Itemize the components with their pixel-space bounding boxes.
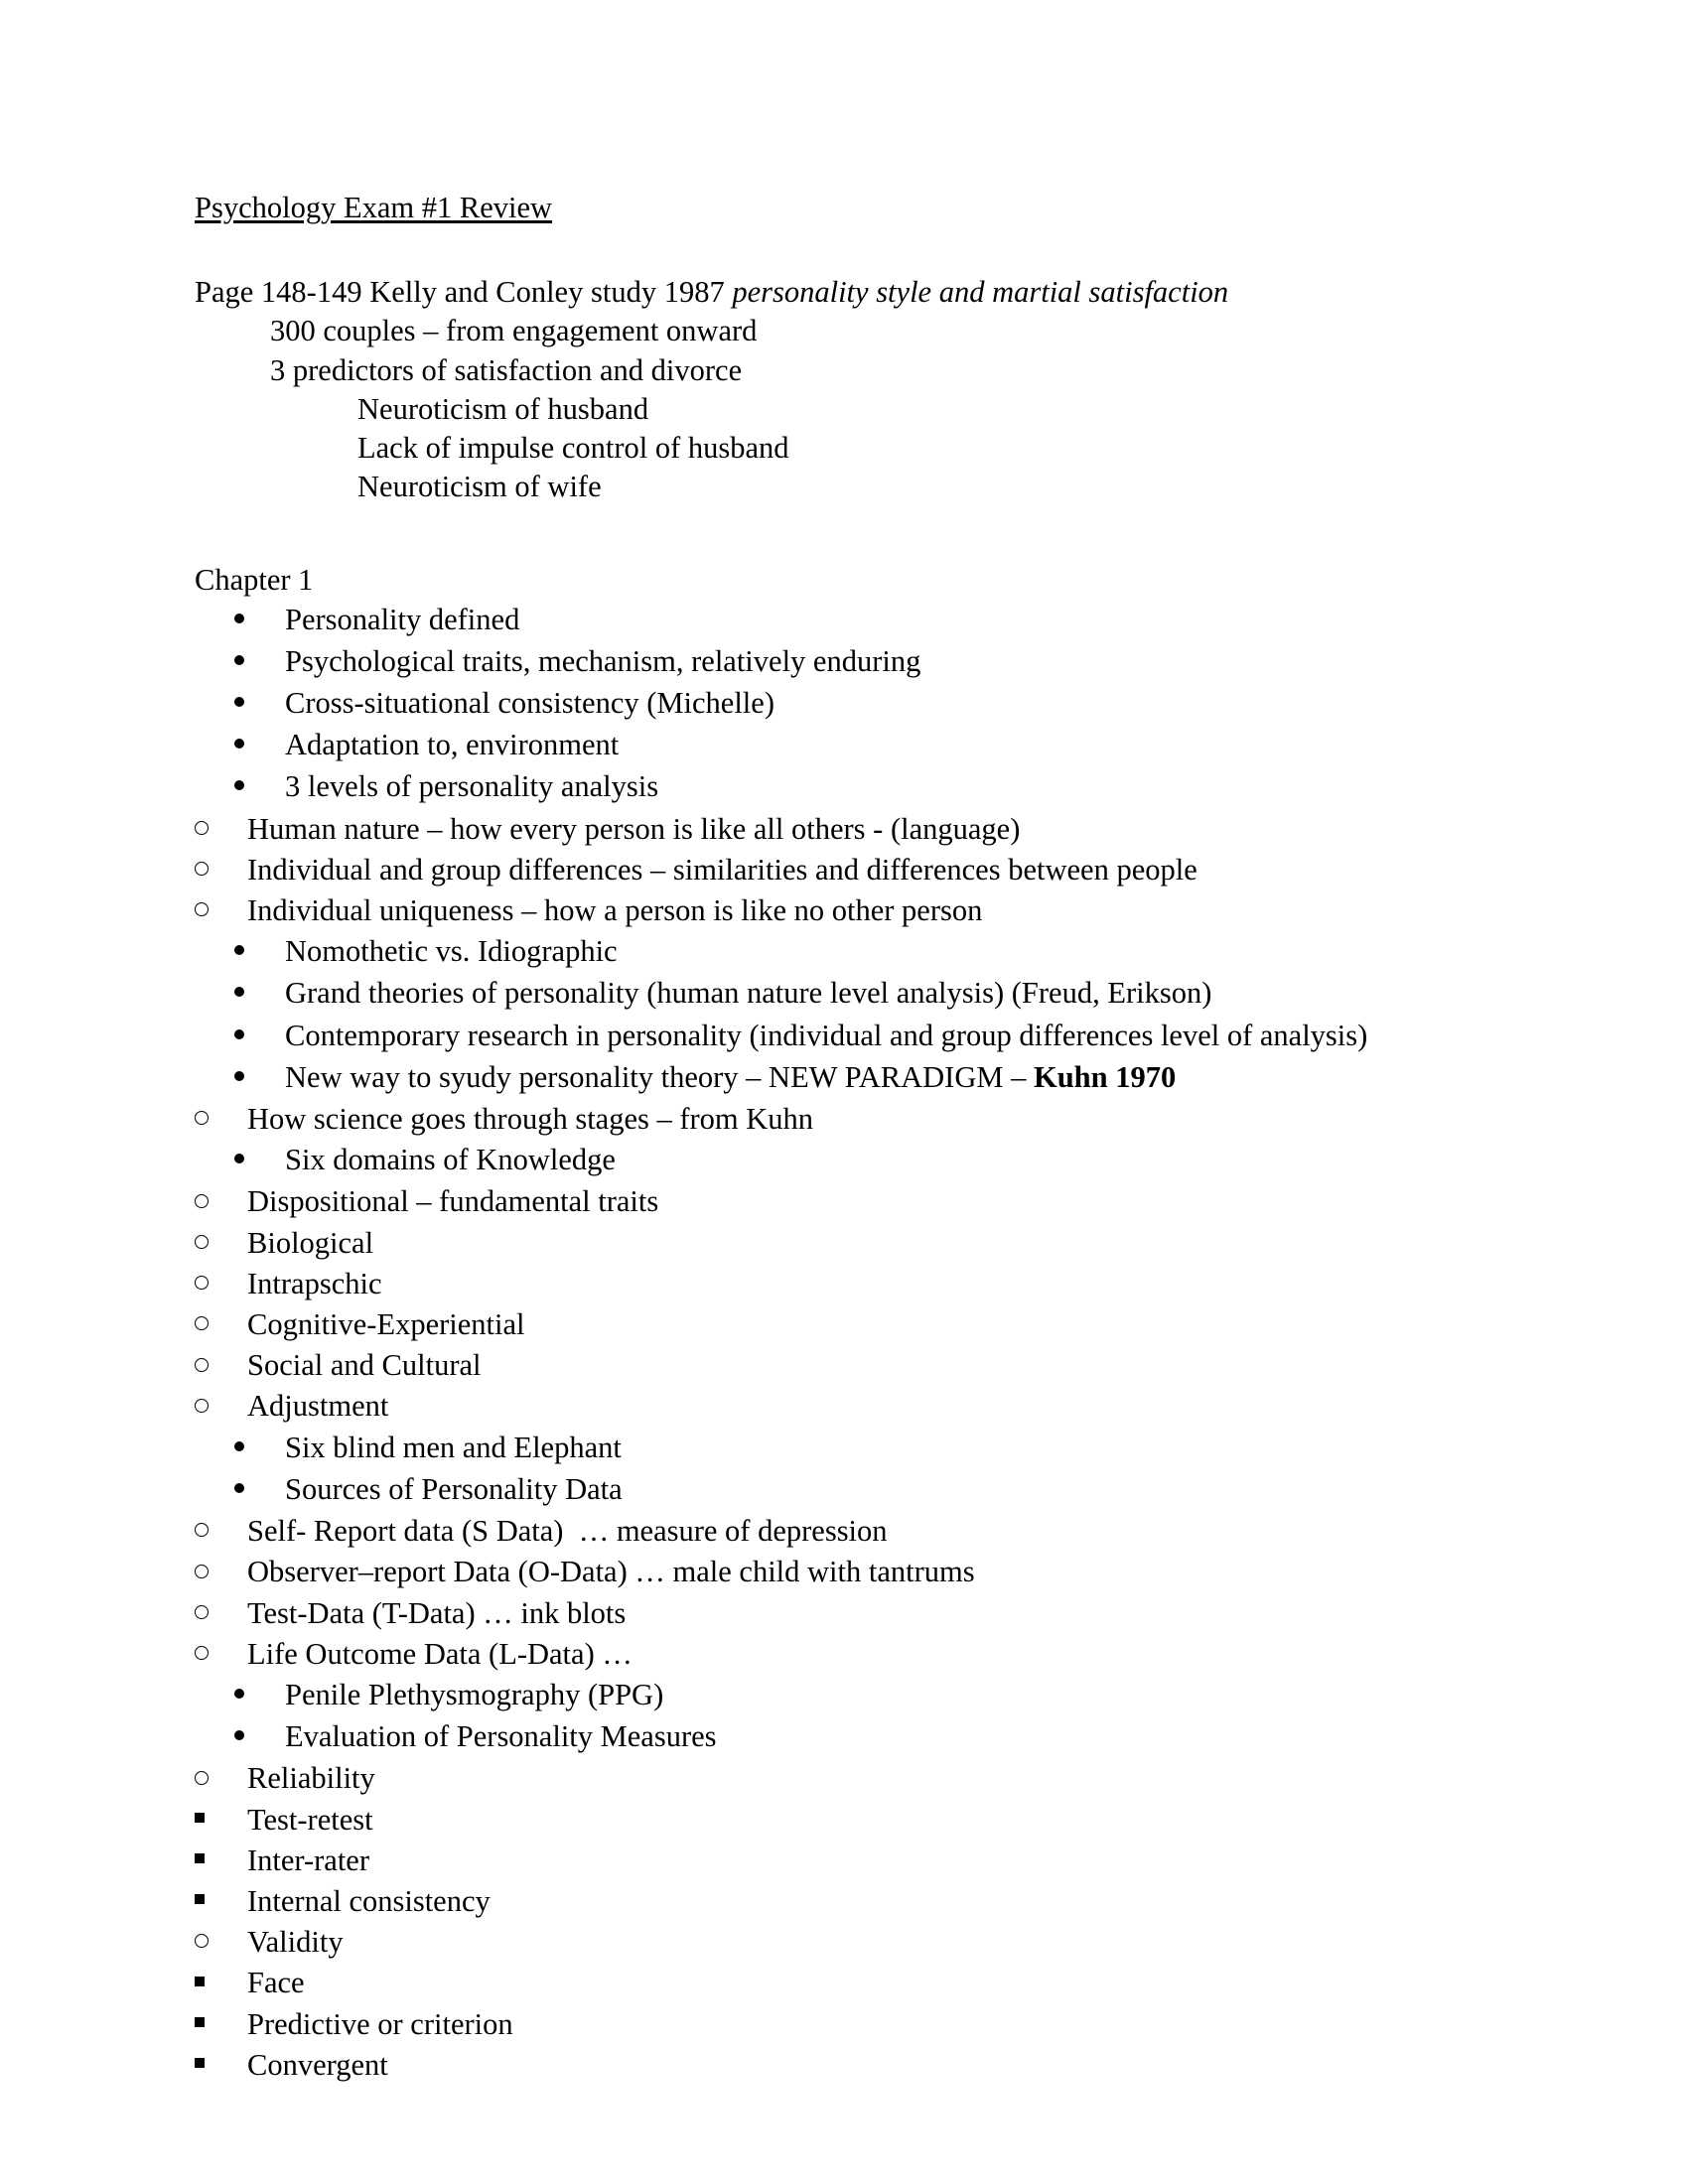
hollow-circle-bullet-icon [195, 902, 209, 916]
list-item [195, 1553, 1476, 1593]
hollow-circle-bullet-icon [195, 821, 209, 835]
filled-disc-bullet-icon [234, 945, 244, 955]
list-item [195, 1265, 1476, 1305]
list-item [195, 642, 1476, 684]
list-item [195, 1141, 1476, 1428]
list-item-label: Grand theories of personality (human nature level analysis) (Freud, Erikson) [285, 976, 1212, 1011]
hollow-circle-bullet-icon [195, 1276, 209, 1290]
filled-square-bullet-icon [195, 1894, 205, 1904]
filled-disc-bullet-icon [234, 1029, 244, 1039]
document-body [195, 189, 1476, 2087]
filled-disc-bullet-marker [234, 643, 285, 682]
list-item-row [195, 891, 1476, 932]
intro-citation-italic: personality style and martial satisfaction [732, 275, 1229, 310]
intro-line-neuroticism-husband: Neuroticism of husband [357, 391, 649, 426]
filled-disc-bullet-icon [234, 1483, 244, 1493]
hollow-circle-bullet-marker [195, 810, 247, 849]
filled-disc-bullet-marker [234, 1471, 285, 1510]
filled-disc-bullet-icon [234, 697, 244, 707]
hollow-circle-bullet-icon [195, 1399, 209, 1413]
outline-level-2 [195, 1759, 1476, 2087]
list-item-label: Life Outcome Data (L-Data) … [247, 1636, 633, 1671]
list-item-label: Six domains of Knowledge [285, 1143, 616, 1177]
list-item-row [195, 1182, 1476, 1223]
list-item-row [195, 1676, 1476, 1717]
hollow-circle-bullet-icon [195, 1235, 209, 1249]
filled-square-bullet-marker [195, 2005, 247, 2044]
list-item [195, 767, 1476, 932]
list-item [195, 1017, 1476, 1058]
list-item-label: Self- Report data (S Data) … measure of depression [247, 1514, 888, 1549]
hollow-circle-bullet-icon [195, 1358, 209, 1372]
list-item-label: Adaptation to, environment [285, 728, 620, 762]
filled-disc-bullet-marker [234, 768, 285, 807]
list-item-row [195, 1058, 1476, 1100]
hollow-circle-bullet-icon [195, 1111, 209, 1125]
list-item [195, 1224, 1476, 1265]
list-item-label: How science goes through stages – from Kuhn [247, 1102, 814, 1137]
list-item-label: Human nature – how every person is like all others - (language) [247, 811, 1021, 846]
list-item [195, 1842, 1476, 1882]
list-item-label: Evaluation of Personality Measures [285, 1719, 717, 1754]
filled-disc-bullet-marker [234, 1142, 285, 1180]
hollow-circle-bullet-icon [195, 862, 209, 876]
list-item-row [195, 642, 1476, 684]
list-item-label: Sources of Personality Data [285, 1471, 623, 1506]
list-item-row [195, 974, 1476, 1016]
list-item [195, 1676, 1476, 1717]
outline-list [195, 601, 1476, 2087]
hollow-circle-bullet-marker [195, 1923, 247, 1962]
hollow-circle-bullet-marker [195, 1594, 247, 1633]
list-item [195, 1635, 1476, 1676]
list-item-label-plain: New way to syudy personality theory – NEW PARADIGM – [285, 1059, 1034, 1094]
list-item-row [195, 1470, 1476, 1512]
list-item-label [285, 1058, 1476, 1097]
filled-disc-bullet-marker [234, 1018, 285, 1056]
intro-line-neuroticism-wife: Neuroticism of wife [357, 470, 602, 504]
list-item-row [195, 1842, 1476, 1882]
intro-line-impulse-control: Lack of impulse control of husband [357, 431, 789, 466]
filled-square-bullet-marker [195, 2046, 247, 2085]
hollow-circle-bullet-marker [195, 1265, 247, 1303]
list-item-label: 3 levels of personality analysis [285, 769, 659, 804]
outline-level-2 [195, 810, 1476, 933]
list-item [195, 1100, 1476, 1141]
hollow-circle-bullet-marker [195, 1759, 247, 1798]
list-item [195, 2005, 1476, 2046]
hollow-circle-bullet-marker [195, 1182, 247, 1221]
list-item-label: Validity [247, 1925, 344, 1960]
list-item-row [195, 1635, 1476, 1676]
outline-level-2 [195, 1100, 1476, 1141]
list-item [195, 810, 1476, 851]
intro-line-predictors: 3 predictors of satisfaction and divorce [270, 352, 743, 387]
list-item-row [195, 1717, 1476, 1759]
filled-disc-bullet-marker [234, 685, 285, 724]
list-item-row [195, 1553, 1476, 1593]
filled-square-bullet-icon [195, 1853, 205, 1863]
list-item [195, 1759, 1476, 1923]
chapter-heading: Chapter 1 [195, 563, 314, 598]
filled-disc-bullet-marker [234, 602, 285, 640]
list-item-label: Face [247, 1966, 305, 2000]
intro-citation-plain: Page 148-149 Kelly and Conley study 1987 [195, 275, 733, 310]
list-item-label: Test-retest [247, 1802, 373, 1837]
page-title [195, 189, 1476, 227]
hollow-circle-bullet-marker [195, 1512, 247, 1551]
outline-level-2 [195, 1182, 1476, 1428]
list-item-row [195, 1224, 1476, 1265]
list-item-label: Cross-situational consistency (Michelle) [285, 686, 774, 721]
list-item-label: Social and Cultural [247, 1348, 482, 1383]
list-item [195, 1346, 1476, 1387]
outline-level-3 [195, 1964, 1476, 2087]
filled-square-bullet-icon [195, 2017, 205, 2027]
hollow-circle-bullet-icon [195, 1194, 209, 1208]
list-item [195, 1923, 1476, 2087]
list-item-label: Penile Plethysmography (PPG) [285, 1677, 664, 1711]
list-item [195, 1182, 1476, 1223]
list-item [195, 1717, 1476, 2087]
outline-level-3 [195, 1801, 1476, 1924]
hollow-circle-bullet-marker [195, 1305, 247, 1344]
hollow-circle-bullet-icon [195, 1771, 209, 1785]
list-item-row [195, 1387, 1476, 1428]
list-item [195, 1512, 1476, 1553]
list-item-label: Individual uniqueness – how a person is like no other person [247, 893, 983, 928]
list-item [195, 851, 1476, 891]
filled-disc-bullet-icon [234, 655, 244, 665]
list-item-row [195, 1265, 1476, 1305]
list-item-label: Psychological traits, mechanism, relatively enduring [285, 643, 921, 678]
filled-disc-bullet-icon [234, 1730, 244, 1740]
filled-disc-bullet-marker [234, 1677, 285, 1715]
filled-disc-bullet-marker [234, 1718, 285, 1757]
list-item-label-bold: Kuhn 1970 [1033, 1059, 1177, 1094]
list-item-label: Six blind men and Elephant [285, 1430, 622, 1464]
filled-disc-bullet-icon [234, 1689, 244, 1699]
hollow-circle-bullet-icon [195, 1605, 209, 1619]
list-item-row [195, 726, 1476, 767]
list-item [195, 1429, 1476, 1470]
list-item-row [195, 1346, 1476, 1387]
list-item-label: Biological [247, 1225, 374, 1260]
list-item-row [195, 1964, 1476, 2004]
list-item-row [195, 684, 1476, 726]
filled-square-bullet-icon [195, 1813, 205, 1823]
list-item-row [195, 810, 1476, 851]
list-item-row [195, 767, 1476, 809]
list-item-row [195, 1594, 1476, 1635]
list-item [195, 974, 1476, 1016]
list-item [195, 1801, 1476, 1842]
filled-square-bullet-icon [195, 2058, 205, 2068]
list-item-label: Individual and group differences – similarities and differences between people [247, 852, 1197, 887]
hollow-circle-bullet-marker [195, 1635, 247, 1674]
list-item-row [195, 851, 1476, 891]
list-item [195, 891, 1476, 932]
hollow-circle-bullet-marker [195, 1100, 247, 1139]
list-item [195, 726, 1476, 767]
list-item [195, 601, 1476, 642]
list-item [195, 932, 1476, 974]
list-item-row [195, 1801, 1476, 1842]
filled-disc-bullet-icon [234, 614, 244, 623]
hollow-circle-bullet-icon [195, 1316, 209, 1330]
hollow-circle-bullet-marker [195, 851, 247, 889]
hollow-circle-bullet-marker [195, 891, 247, 930]
list-item-row [195, 1882, 1476, 1923]
section-spacer [195, 506, 1476, 561]
filled-square-bullet-marker [195, 1842, 247, 1880]
filled-square-bullet-icon [195, 1977, 205, 1986]
hollow-circle-bullet-icon [195, 1646, 209, 1660]
list-item-label: Cognitive-Experiential [247, 1307, 525, 1342]
list-item-row [195, 1512, 1476, 1553]
filled-square-bullet-marker [195, 1801, 247, 1840]
list-item-row [195, 1923, 1476, 1964]
outline-level-2 [195, 1512, 1476, 1676]
list-item [195, 1305, 1476, 1346]
list-item-label: Nomothetic vs. Idiographic [285, 934, 618, 969]
filled-disc-bullet-icon [234, 1071, 244, 1081]
hollow-circle-bullet-marker [195, 1387, 247, 1426]
list-item-label: Inter-rater [247, 1843, 369, 1877]
list-item-row [195, 1305, 1476, 1346]
filled-disc-bullet-icon [234, 1154, 244, 1163]
list-item-label: Reliability [247, 1761, 375, 1796]
filled-square-bullet-marker [195, 1882, 247, 1921]
list-item-label: Predictive or criterion [247, 2006, 513, 2041]
intro-line-couples: 300 couples – from engagement onward [270, 314, 758, 348]
page-title-text: Psychology Exam #1 Review [195, 191, 553, 224]
hollow-circle-bullet-marker [195, 1553, 247, 1591]
list-item-label: Convergent [247, 2047, 388, 2082]
hollow-circle-bullet-marker [195, 1224, 247, 1263]
list-item [195, 2046, 1476, 2087]
hollow-circle-bullet-icon [195, 1565, 209, 1578]
list-item-label: Dispositional – fundamental traits [247, 1184, 659, 1219]
hollow-circle-bullet-icon [195, 1523, 209, 1537]
filled-disc-bullet-marker [234, 1059, 285, 1098]
intro-line-citation [195, 273, 1476, 312]
list-item-row [195, 2005, 1476, 2046]
filled-disc-bullet-icon [234, 780, 244, 790]
list-item-label: Personality defined [285, 602, 520, 636]
filled-disc-bullet-icon [234, 739, 244, 749]
list-item-row [195, 1141, 1476, 1182]
filled-disc-bullet-marker [234, 1430, 285, 1468]
list-item [195, 1594, 1476, 1635]
list-item-label: Internal consistency [247, 1883, 491, 1918]
list-item [195, 1964, 1476, 2004]
list-item-row [195, 1100, 1476, 1141]
filled-disc-bullet-icon [234, 987, 244, 997]
list-item-row [195, 601, 1476, 642]
filled-square-bullet-marker [195, 1964, 247, 2002]
list-item-row [195, 2046, 1476, 2087]
outline-level-1 [195, 601, 1476, 2087]
list-item-label: Contemporary research in personality (individual and group differences level of analysis) [285, 1018, 1368, 1052]
list-item-label: Test-Data (T-Data) … ink blots [247, 1595, 627, 1630]
filled-disc-bullet-icon [234, 1441, 244, 1451]
list-item-row [195, 1017, 1476, 1058]
hollow-circle-bullet-marker [195, 1346, 247, 1385]
list-item [195, 684, 1476, 726]
list-item-label: Adjustment [247, 1389, 389, 1424]
list-item-label: Intrapschic [247, 1266, 382, 1300]
list-item [195, 1882, 1476, 1923]
filled-disc-bullet-marker [234, 727, 285, 765]
list-item-row [195, 1759, 1476, 1800]
hollow-circle-bullet-icon [195, 1934, 209, 1948]
list-item-row [195, 1429, 1476, 1470]
list-item-label: Observer–report Data (O-Data) … male child with tantrums [247, 1555, 975, 1589]
list-item [195, 1470, 1476, 1676]
filled-disc-bullet-marker [234, 933, 285, 972]
list-item [195, 1058, 1476, 1141]
list-item-row [195, 932, 1476, 974]
list-item [195, 1387, 1476, 1428]
filled-disc-bullet-marker [234, 975, 285, 1014]
